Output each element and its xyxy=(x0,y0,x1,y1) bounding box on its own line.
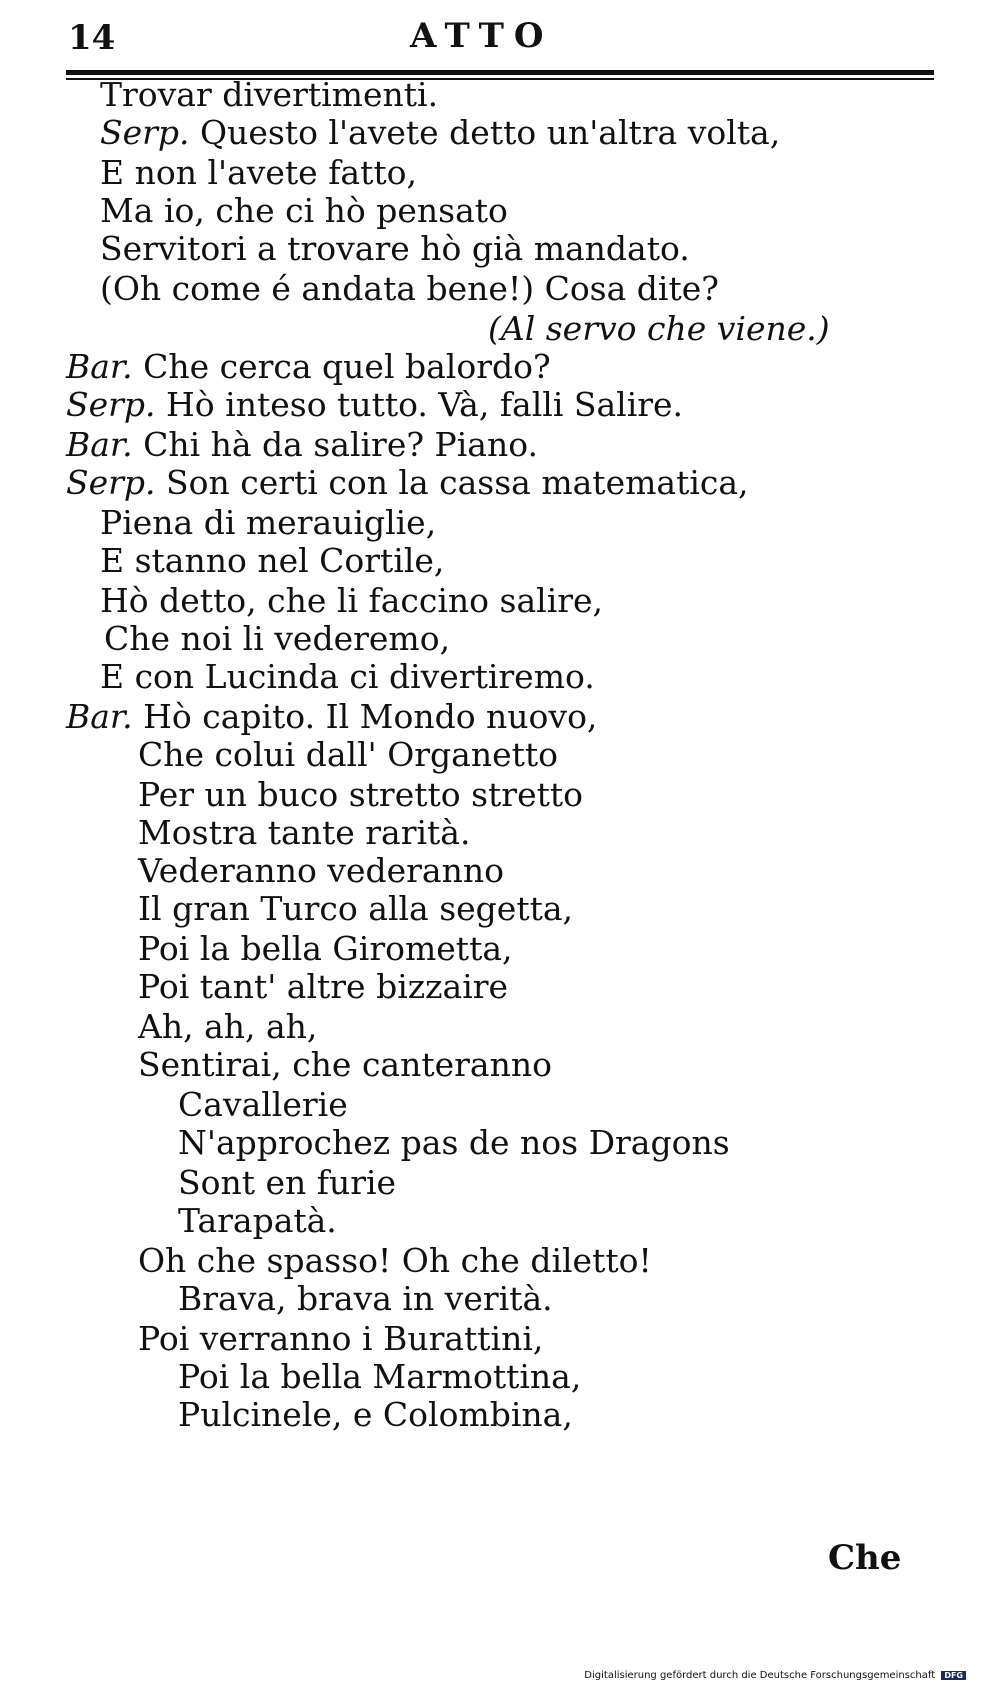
text-line xyxy=(178,1123,730,1162)
text-line xyxy=(100,541,445,580)
text-line xyxy=(138,889,574,928)
text-line xyxy=(100,191,508,230)
line-text: Mostra tante rarità. xyxy=(138,813,471,852)
text-line xyxy=(138,735,558,774)
line-text: Brava, brava in verità. xyxy=(178,1279,553,1318)
line-text: Servitori a trovare hò già mandato. xyxy=(100,229,690,268)
text-line xyxy=(138,929,513,968)
line-text: Piena di merauiglie, xyxy=(100,503,437,542)
catchword: Che xyxy=(828,1538,902,1578)
text-line xyxy=(66,463,749,502)
line-text: Hò capito. Il Mondo nuovo, xyxy=(143,697,598,736)
text-line xyxy=(138,1319,544,1358)
line-text: (Al servo che viene.) xyxy=(488,309,830,348)
text-line xyxy=(66,385,684,424)
text-line xyxy=(100,269,719,308)
text-line xyxy=(66,697,598,736)
line-text: Pulcinele, e Colombina, xyxy=(178,1395,573,1434)
line-text: Ah, ah, ah, xyxy=(138,1007,318,1046)
line-text: Poi la bella Girometta, xyxy=(138,929,513,968)
text-line xyxy=(178,1357,582,1396)
line-text: Sont en furie xyxy=(178,1163,397,1202)
footer-text: Digitalisierung gefördert durch die Deutsche Forschungsgemeinschaft xyxy=(584,1670,936,1681)
text-line xyxy=(66,347,551,386)
speaker-name: Bar. xyxy=(66,697,133,736)
line-text: Sentirai, che canteranno xyxy=(138,1045,552,1084)
text-line xyxy=(138,967,509,1006)
line-text: E stanno nel Cortile, xyxy=(100,541,445,580)
text-line xyxy=(100,657,595,696)
line-text: E non l'avete fatto, xyxy=(100,153,417,192)
text-line xyxy=(178,1279,553,1318)
line-text: Trovar divertimenti. xyxy=(100,75,439,114)
line-text: Poi verranno i Burattini, xyxy=(138,1319,544,1358)
text-line xyxy=(100,503,437,542)
text-line xyxy=(138,775,584,814)
line-text: Cavallerie xyxy=(178,1085,348,1124)
text-line xyxy=(178,1395,573,1434)
line-text: Vederanno vederanno xyxy=(138,851,504,890)
line-text: Poi tant' altre bizzaire xyxy=(138,967,509,1006)
line-text: (Oh come é andata bene!) Cosa dite? xyxy=(100,269,719,308)
page-number: 14 xyxy=(68,18,116,58)
line-text: Il gran Turco alla segetta, xyxy=(138,889,574,928)
text-line xyxy=(178,1163,397,1202)
text-line xyxy=(66,425,538,464)
text-line xyxy=(104,619,451,658)
text-line xyxy=(138,1241,652,1280)
speaker-name: Serp. xyxy=(66,463,156,502)
text-line xyxy=(100,581,604,620)
speaker-name: Bar. xyxy=(66,425,133,464)
line-text: Tarapatà. xyxy=(178,1201,337,1240)
text-line xyxy=(138,851,504,890)
line-text: N'approchez pas de nos Dragons xyxy=(178,1123,730,1162)
text-line xyxy=(100,113,781,152)
line-text: Oh che spasso! Oh che diletto! xyxy=(138,1241,652,1280)
line-text: Poi la bella Marmottina, xyxy=(178,1357,582,1396)
line-text: Questo l'avete detto un'altra volta, xyxy=(200,113,781,152)
text-line xyxy=(100,153,417,192)
dfg-logo-icon: DFG xyxy=(941,1671,966,1680)
text-line xyxy=(138,1007,318,1046)
text-line xyxy=(178,1201,337,1240)
line-text: Ma io, che ci hò pensato xyxy=(100,191,508,230)
line-text: Che colui dall' Organetto xyxy=(138,735,558,774)
speaker-name: Serp. xyxy=(100,113,190,152)
footer xyxy=(584,1670,966,1681)
line-text: Hò detto, che li faccino salire, xyxy=(100,581,604,620)
text-line xyxy=(100,229,690,268)
text-line xyxy=(138,1045,552,1084)
text-line xyxy=(138,813,471,852)
text-line xyxy=(488,309,830,348)
line-text: Che cerca quel balordo? xyxy=(143,347,551,386)
text-line xyxy=(100,75,439,114)
text-line xyxy=(178,1085,348,1124)
line-text: Hò inteso tutto. Và, falli Salire. xyxy=(166,385,684,424)
speaker-name: Bar. xyxy=(66,347,133,386)
line-text: Per un buco stretto stretto xyxy=(138,775,584,814)
speaker-name: Serp. xyxy=(66,385,156,424)
page-title: ATTO xyxy=(410,16,554,56)
line-text: Chi hà da salire? Piano. xyxy=(143,425,538,464)
line-text: Son certi con la cassa matematica, xyxy=(166,463,749,502)
line-text: E con Lucinda ci divertiremo. xyxy=(100,657,595,696)
line-text: Che noi li vederemo, xyxy=(104,619,451,658)
